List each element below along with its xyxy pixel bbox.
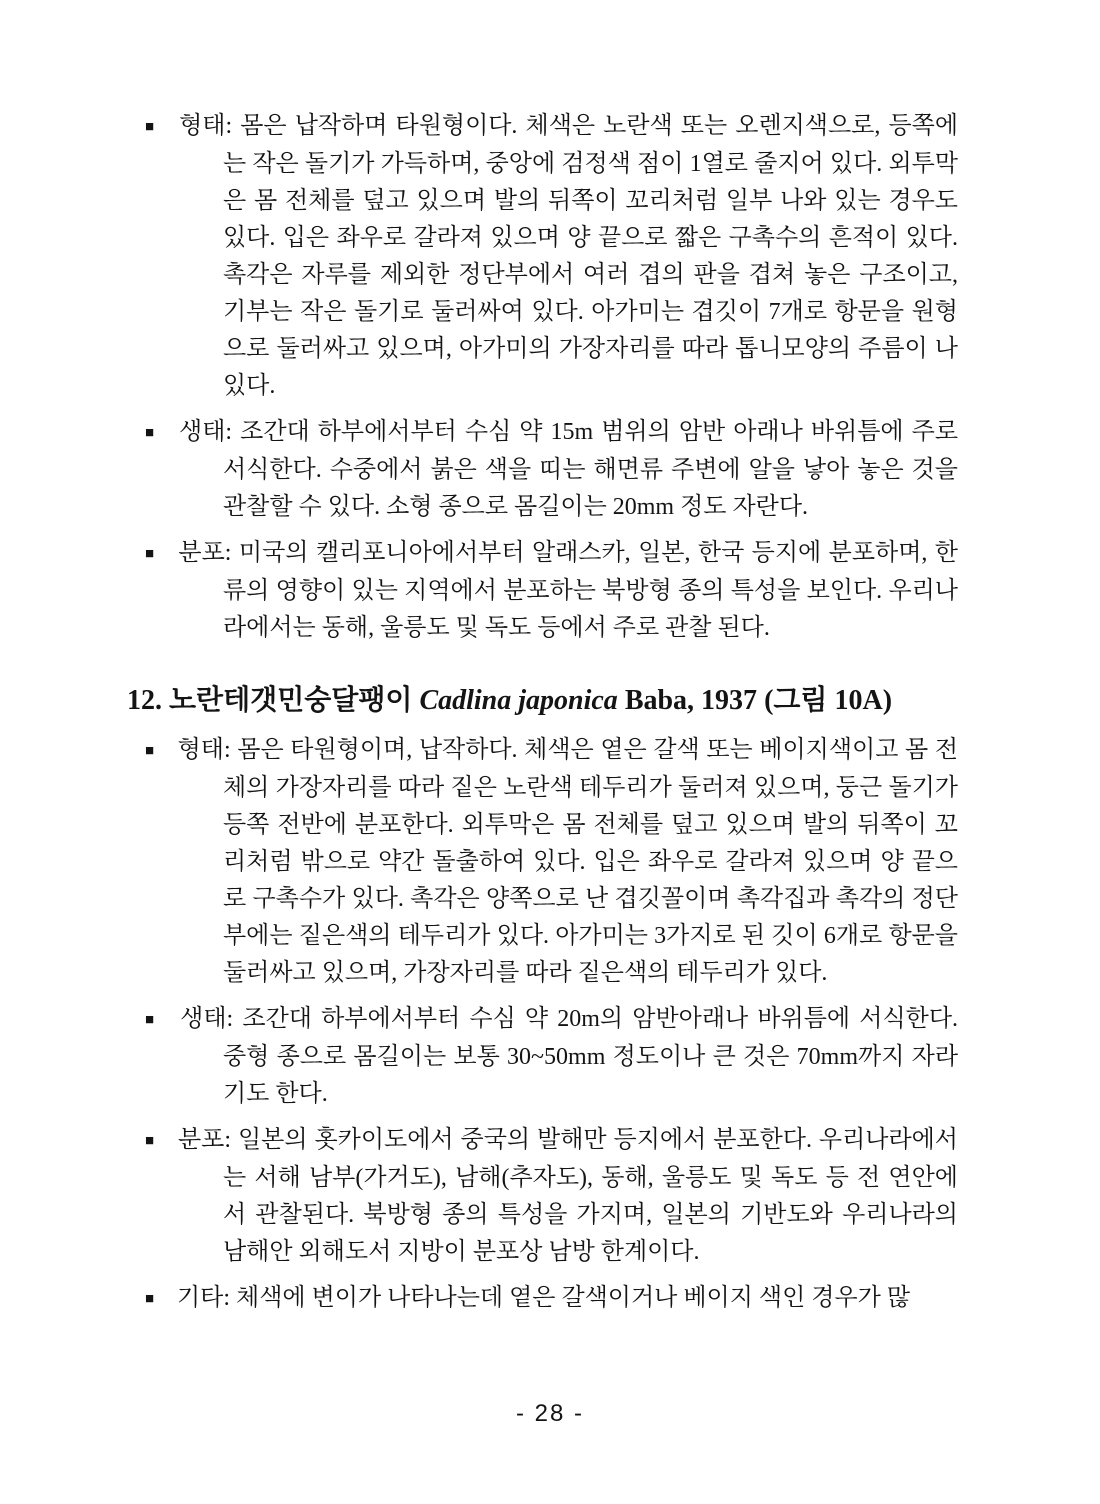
species-scientific-name: Cadlina japonica: [419, 685, 618, 716]
bullet-square-icon: ■: [145, 425, 155, 441]
entry-text: 조간대 하부에서부터 수심 약 20m의 암반아래나 바위틈에 서식한다. 중형 종으로 몸길이는 보통 30~50mm 정도이나 큰 것은 70mm까지 자라기도 한다.: [223, 1006, 959, 1107]
entry-ecology: [145, 1001, 958, 1113]
entry-ecology: [145, 414, 958, 526]
entry-text: 몸은 납작하며 타원형이다. 체색은 노란색 또는 오렌지색으로, 등쪽에는 작은 돌기가 가득하며, 중앙에 검정색 점이 1열로 줄지어 있다. 외투막은 몸 전체를 덮고 있으며 발의 뒤쪽이 꼬리처럼 일부 나와 있는 경우도 있다. 입은 좌우로 갈라져 있으며 양 끝으로 짧은 구촉수의 흔적이 있다. 촉각은 자루를 제외한 정단부에서 여러 겹의 판을 겹쳐 놓은 구조이고, 기부는 작은 돌기로 둘러싸여 있다. 아가미는 겹깃이 7개로 항문을 원형으로 둘러싸고 있으며, 아가미의 가장자리를 따라 톱니모양의 주름이 나 있다.: [223, 113, 959, 399]
entry-text: 몸은 타원형이며, 납작하다. 체색은 옅은 갈색 또는 베이지색이고 몸 전체의 가장자리를 따라 짙은 노란색 테두리가 둘러져 있으며, 둥근 돌기가 등쪽 전반에 분포한다. 외투막은 몸 전체를 덮고 있으며 발의 뒤쪽이 꼬리처럼 밖으로 약간 돌출하여 있다. 입은 좌우로 갈라져 있으며 양 끝으로 구촉수가 있다. 촉각은 양쪽으로 난 겹깃꼴이며 촉각집과 촉각의 정단부에는 짙은색의 테두리가 있다. 아가미는 3가지로 된 깃이 6개로 항문을 둘러싸고 있으며, 가장자리를 따라 짙은색의 테두리가 있다.: [223, 737, 959, 986]
entry-distribution: [145, 1122, 958, 1271]
entry-etc: [145, 1280, 958, 1318]
species-12-section: [127, 680, 959, 1318]
entry-label: 형태:: [177, 737, 231, 763]
entry-label: 분포:: [177, 1127, 231, 1153]
page-number: - 28 -: [515, 1400, 584, 1427]
previous-species-section: [145, 108, 958, 647]
entry-label: 기타:: [177, 1285, 231, 1311]
species-number: 12.: [127, 685, 162, 716]
page-content: [0, 108, 1100, 1327]
entry-label: 생태:: [179, 419, 233, 445]
bullet-square-icon: ■: [145, 1291, 155, 1307]
entry-text: 일본의 홋카이도에서 중국의 발해만 등지에서 분포한다. 우리나라에서는 서해 남부(가거도), 남해(추자도), 동해, 울릉도 및 독도 등 전 연안에서 관찰된다. 북방형 종의 특성을 가지며, 일본의 기반도와 우리나라의 남해안 외해도서 지방이 분포상 남방 한계이다.: [223, 1127, 958, 1265]
bullet-square-icon: ■: [145, 546, 155, 562]
entry-label: 형태:: [179, 113, 233, 139]
species-korean-name: 노란테갯민숭달팽이: [169, 685, 413, 716]
entry-text: 미국의 캘리포니아에서부터 알래스카, 일본, 한국 등지에 분포하며, 한류의 영향이 있는 지역에서 분포하는 북방형 종의 특성을 보인다. 우리나라에서는 동해, 울릉도 및 독도 등에서 주로 관찰 된다.: [223, 540, 958, 641]
bullet-square-icon: ■: [145, 1133, 155, 1149]
bullet-square-icon: ■: [145, 119, 155, 135]
entry-distribution: [145, 535, 958, 647]
species-heading: [127, 680, 958, 722]
entry-morphology: [145, 732, 958, 992]
entry-text: 체색에 변이가 나타나는데 옅은 갈색이거나 베이지 색인 경우가 많: [236, 1285, 911, 1311]
entry-morphology: [145, 108, 958, 405]
bullet-square-icon: ■: [145, 1012, 155, 1028]
entry-label: 분포:: [178, 540, 232, 566]
bullet-square-icon: ■: [145, 743, 155, 759]
species-authority: Baba, 1937: [624, 685, 758, 716]
species-figure-ref: (그림 10A): [764, 685, 893, 716]
entry-label: 생태:: [180, 1006, 234, 1032]
entry-text: 조간대 하부에서부터 수심 약 15m 범위의 암반 아래나 바위틈에 주로 서식한다. 수중에서 붉은 색을 띠는 해면류 주변에 알을 낳아 놓은 것을 관찰할 수 있다. 소형 종으로 몸길이는 20mm 정도 자란다.: [223, 419, 958, 520]
